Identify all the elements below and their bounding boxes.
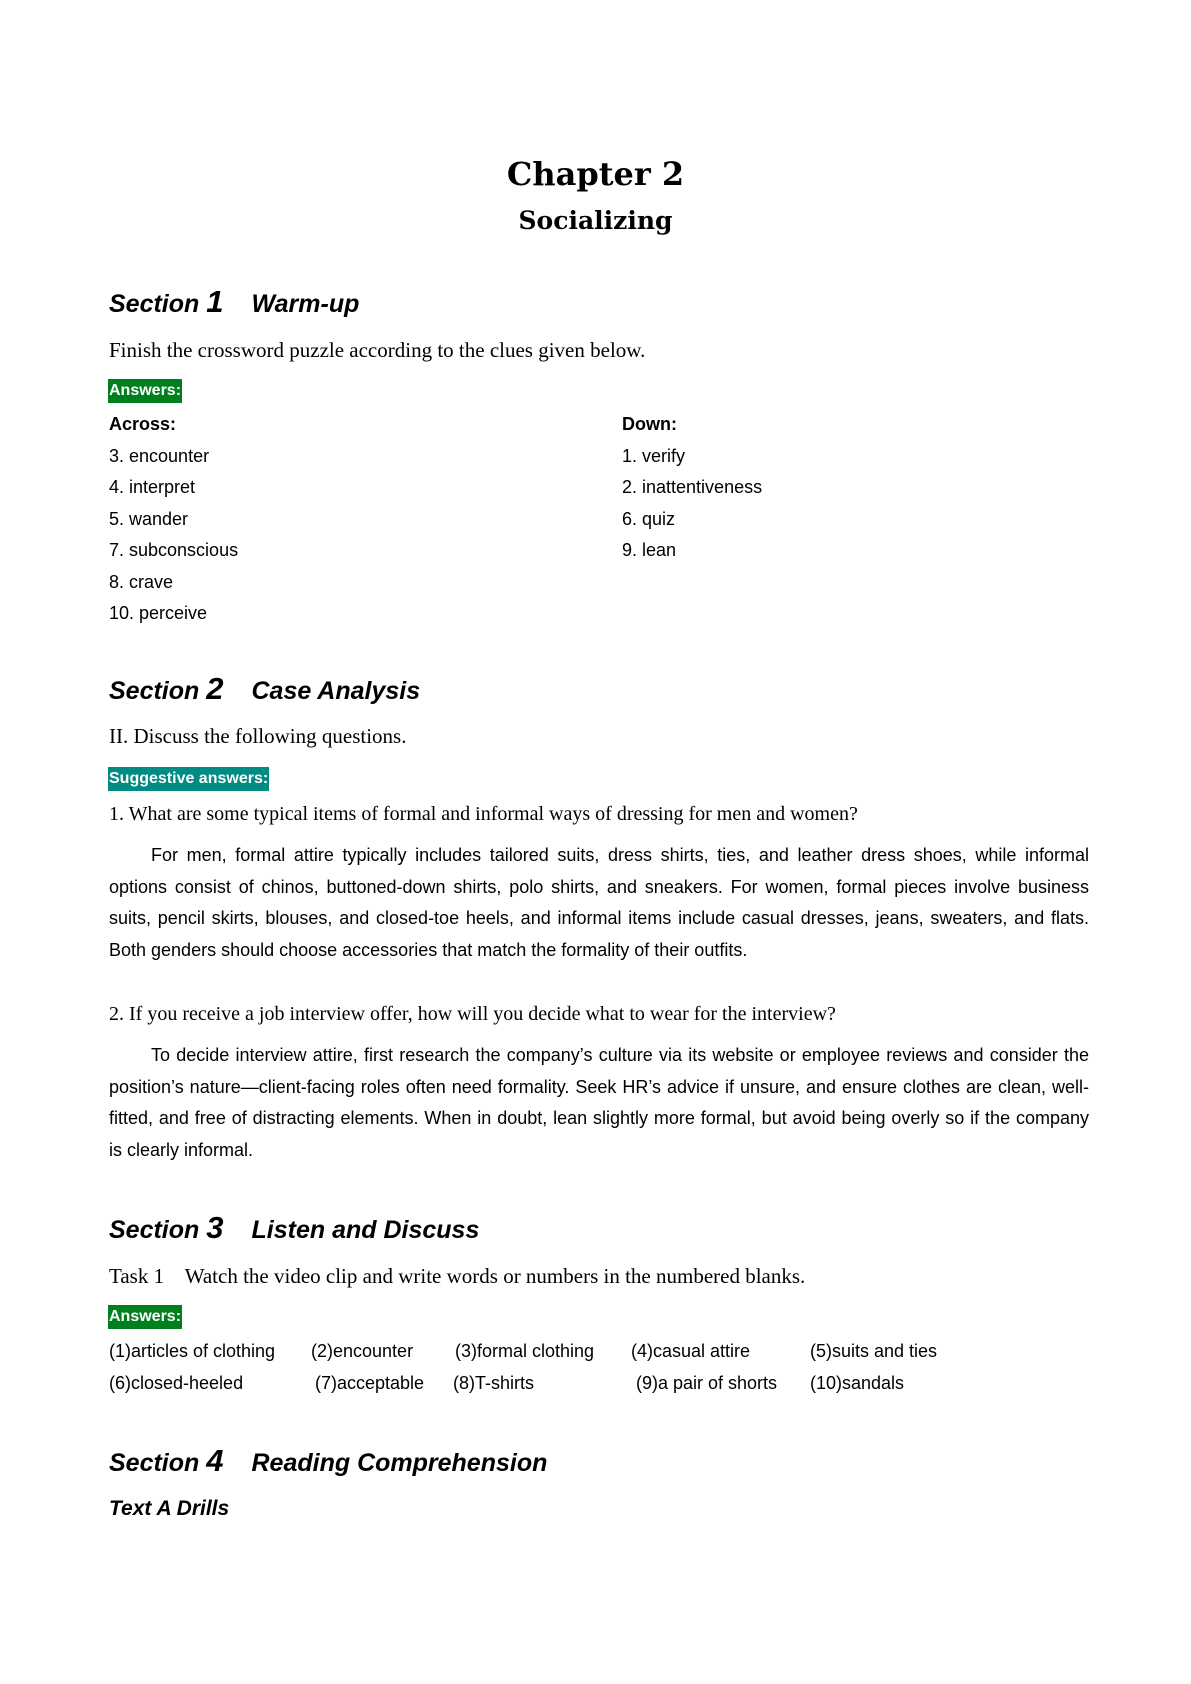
across-heading: Across:: [109, 414, 177, 434]
section-3-heading: [109, 1211, 479, 1247]
section-name: Reading Comprehension: [251, 1449, 548, 1477]
down-heading: Down:: [622, 414, 677, 434]
list-item: 7. subconscious: [109, 540, 239, 560]
suggestive-answers-badge: Suggestive answers:: [108, 767, 269, 791]
list-item: 5. wander: [109, 508, 189, 529]
section-number: 1: [206, 284, 224, 319]
answer-item: (4)casual attire: [631, 1341, 751, 1361]
question-1: 1. What are some typical items of formal and informal ways of dressing for men and women?: [109, 803, 858, 825]
list-item: 9. lean: [622, 540, 677, 560]
answer-item: (8)T-shirts: [453, 1373, 534, 1393]
section-number: 3: [206, 1210, 224, 1245]
section-1-heading: [109, 285, 359, 321]
answer-item: (1)articles of clothing: [109, 1341, 276, 1361]
list-item: 10. perceive: [109, 603, 208, 623]
list-item: 1. verify: [622, 445, 686, 466]
answer-item: (2)encounter: [311, 1341, 414, 1361]
section-2-heading: [109, 672, 420, 708]
text-a-drills-heading: Text A Drills: [109, 1497, 230, 1520]
section-2-instruction: II. Discuss the following questions.: [109, 724, 407, 748]
down-column: [622, 409, 762, 567]
section-name: Case Analysis: [251, 677, 421, 705]
list-item: 3. encounter: [109, 445, 210, 466]
section-label: Section: [109, 290, 200, 318]
answers-badge: Answers:: [108, 379, 182, 403]
answers-badge: Answers:: [108, 1305, 182, 1329]
question-2: 2. If you receive a job interview offer, how will you decide what to wear for the interview?: [109, 1003, 836, 1025]
section-label: Section: [109, 677, 200, 705]
answer-2-paragraph: To decide interview attire, first research the company’s culture via its website or employee reviews and consider the position’s nature—client-facing roles often need formality. Seek HR’s advice if unsure, and ensure clothes are clean, well-fitted, and free of distracting elements. When in doubt, lean slightly more formal, but avoid being overly so if the company is clearly informal.: [109, 1045, 1089, 1160]
chapter-title: Chapter 2: [506, 155, 685, 193]
section-number: 4: [206, 1443, 224, 1478]
answer-1-paragraph: For men, formal attire typically includes tailored suits, dress shirts, ties, and leather dress shoes, while informal options consist of chinos, buttoned-down shirts, polo shirts, and sneakers. For women, formal pieces involve business suits, pencil skirts, blouses, and closed-toe heels, and informal items include casual dresses, jeans, sweaters, and flats. Both genders should choose accessories that match the formality of their outfits.: [109, 845, 1089, 960]
section-1-instruction: Finish the crossword puzzle according to the clues given below.: [109, 338, 646, 362]
answer-item: (3)formal clothing: [455, 1341, 595, 1361]
answer-item: (7)acceptable: [315, 1373, 425, 1393]
section-4-heading: [109, 1444, 547, 1480]
list-item: 4. interpret: [109, 477, 196, 497]
section-name: Warm-up: [251, 290, 360, 318]
section-label: Section: [109, 1449, 200, 1477]
chapter-subtitle: Socializing: [518, 206, 673, 235]
answer-item: (9)a pair of shorts: [636, 1373, 778, 1393]
list-item: 6. quiz: [622, 508, 676, 529]
section-3-instruction: Task 1 Watch the video clip and write words or numbers in the numbered blanks.: [109, 1264, 806, 1288]
list-item: 2. inattentiveness: [622, 477, 763, 497]
answer-item: (5)suits and ties: [810, 1341, 938, 1361]
section-number: 2: [206, 671, 224, 706]
section-name: Listen and Discuss: [251, 1216, 480, 1244]
list-item: 8. crave: [109, 571, 174, 592]
across-column: [109, 409, 238, 630]
answer-item: (6)closed-heeled: [109, 1373, 244, 1393]
answer-item: (10)sandals: [810, 1373, 905, 1393]
section-label: Section: [109, 1216, 200, 1244]
